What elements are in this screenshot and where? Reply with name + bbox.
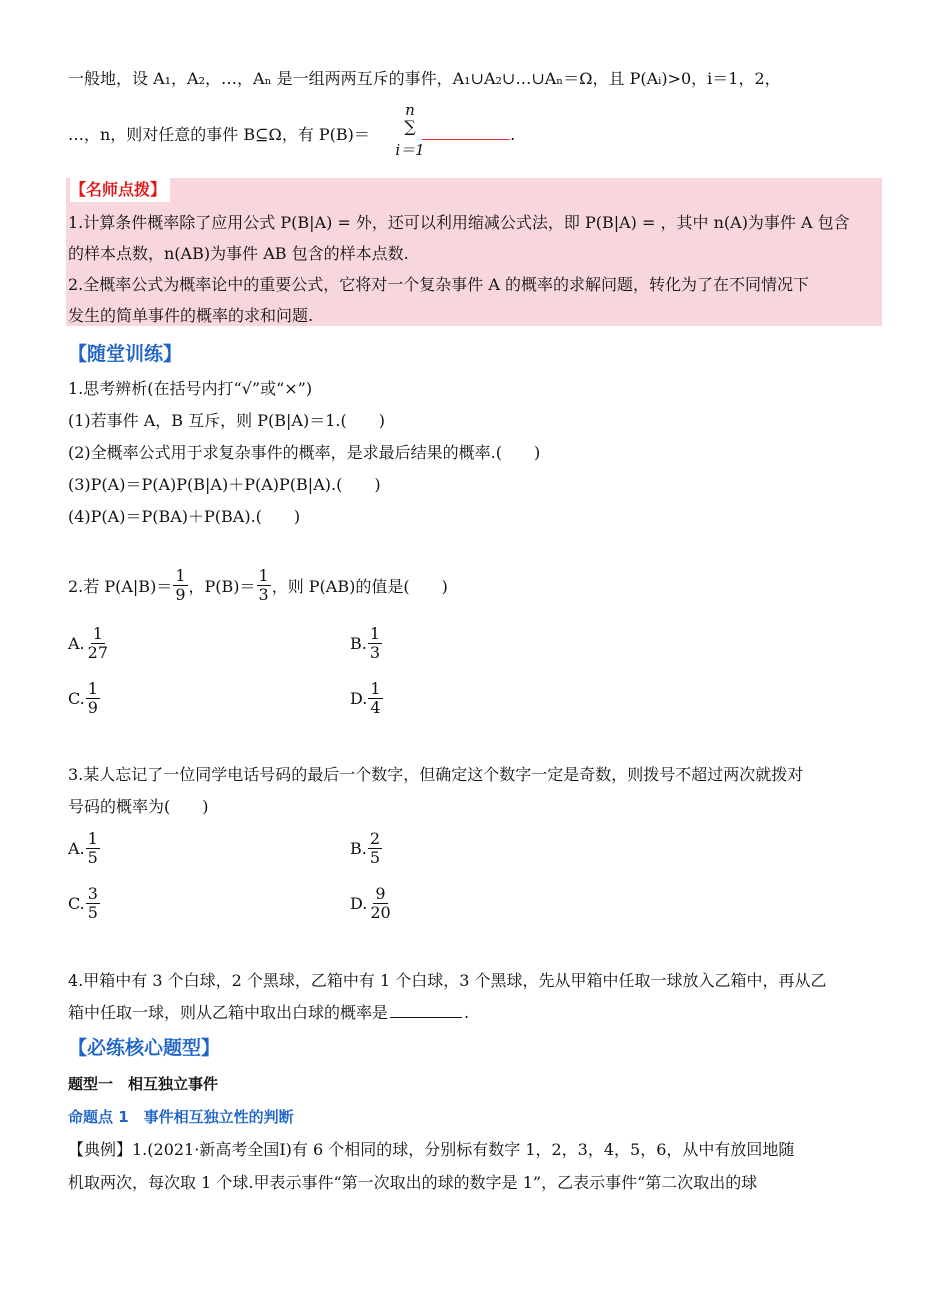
option-fraction <box>368 625 382 662</box>
answer-blank-red[interactable] <box>422 125 510 140</box>
q1-item-3: (3)P(A)＝P(A)P(B|A)＋P(A)P(B|A).( ) <box>68 475 381 494</box>
fraction-num: 1 <box>87 679 98 698</box>
fraction-num: 9 <box>375 884 386 903</box>
fraction-den: 20 <box>370 903 391 922</box>
q2-f2-den: 3 <box>258 585 269 604</box>
q2-option-d[interactable] <box>350 680 384 717</box>
fraction-den: 9 <box>87 698 98 717</box>
example-line-1: 【典例】1.(2021·新高考全国Ⅰ)有 6 个相同的球，分别标有数字 1，2，3，4，5，6，从中有放回地随 <box>68 1140 795 1159</box>
q2-text-b: ，P(B)＝ <box>188 577 256 596</box>
option-fraction <box>86 680 100 717</box>
q2-f1-den: 9 <box>175 585 186 604</box>
q2-stem <box>68 567 448 604</box>
tip-title: 【名师点拨】 <box>70 178 170 202</box>
q2-text-a: 2.若 P(A|B)＝ <box>68 577 173 596</box>
option-fraction <box>368 830 382 867</box>
option-label: D. <box>350 894 368 913</box>
q2-fraction-2 <box>257 567 271 604</box>
fraction-den: 3 <box>369 643 381 662</box>
point-one-heading: 命题点 1 事件相互独立性的判断 <box>68 1108 294 1126</box>
q3-option-a[interactable] <box>68 830 101 867</box>
intro-line-2-end: . <box>510 125 516 144</box>
q2-option-a[interactable] <box>68 625 111 662</box>
tip-p2-line1: 2.全概率公式为概率论中的重要公式，它将对一个复杂事件 A 的概率的求解问题，转化为了在不同情况下 <box>68 275 809 294</box>
option-label: C. <box>68 894 85 913</box>
example-line-2: 机取两次，每次取 1 个球.甲表示事件“第一次取出的球的数字是 1”，乙表示事件“第二次取出的球 <box>68 1173 758 1192</box>
option-fraction <box>368 680 382 717</box>
sum-upper: n <box>405 101 415 119</box>
q4-end: . <box>464 1003 470 1022</box>
sum-symbol: ∑ <box>404 117 416 136</box>
option-label: B. <box>350 634 367 653</box>
q4-line-2 <box>68 1002 469 1024</box>
fraction-num: 1 <box>92 624 103 643</box>
fraction-den: 5 <box>87 848 98 867</box>
q4-line-1: 4.甲箱中有 3 个白球，2 个黑球，乙箱中有 1 个白球，3 个黑球，先从甲箱中任取一球放入乙箱中，再从乙 <box>68 971 827 990</box>
fraction-num: 1 <box>87 829 98 848</box>
fraction-den: 27 <box>87 643 108 662</box>
fraction-den: 4 <box>370 698 381 717</box>
q4-answer-blank[interactable] <box>390 1003 462 1018</box>
fraction-num: 3 <box>87 884 98 903</box>
fraction-num: 2 <box>369 829 381 848</box>
sum-lower: i＝1 <box>395 141 425 159</box>
fraction-den: 5 <box>369 848 381 867</box>
q2-f2-num: 1 <box>258 566 269 585</box>
option-label: C. <box>68 689 85 708</box>
q3-option-b[interactable] <box>350 830 383 867</box>
intro-line-2-text: …，n，则对任意的事件 B⊆Ω，有 P(B)＝ <box>68 125 370 144</box>
q3-option-c[interactable] <box>68 885 101 922</box>
type-one-heading: 题型一 相互独立事件 <box>68 1075 219 1093</box>
fraction-den: 5 <box>87 903 98 922</box>
option-label: A. <box>68 839 85 858</box>
fraction-num: 1 <box>369 624 381 643</box>
q1-stem: 1.思考辨析(在括号内打“√”或“×”) <box>68 379 313 398</box>
option-fraction <box>86 830 100 867</box>
q3-line-2: 号码的概率为( ) <box>68 797 209 816</box>
option-fraction <box>368 885 392 922</box>
q4-text: 箱中任取一球，则从乙箱中取出白球的概率是 <box>68 1003 389 1022</box>
q2-option-b[interactable] <box>350 625 383 662</box>
q2-option-c[interactable] <box>68 680 101 717</box>
practice-heading: 【随堂训练】 <box>68 343 183 365</box>
option-fraction <box>86 885 100 922</box>
q2-text-c: ，则 P(AB)的值是( ) <box>271 577 448 596</box>
q3-option-d[interactable] <box>350 885 394 922</box>
option-label: B. <box>350 839 367 858</box>
fraction-num: 1 <box>370 679 381 698</box>
tip-p1-line1: 1.计算条件概率除了应用公式 P(B|A) = 外，还可以利用缩减公式法，即 P(B|A) = ，其中 n(A)为事件 A 包含 <box>68 213 850 232</box>
core-heading: 【必练核心题型】 <box>68 1037 221 1059</box>
intro-line-2 <box>68 124 515 146</box>
option-label: D. <box>350 689 368 708</box>
intro-line-1: 一般地，设 A₁，A₂，…，Aₙ 是一组两两互斥的事件，A₁∪A₂∪…∪Aₙ＝Ω，且 P(Aᵢ)>0，i＝1，2， <box>68 69 781 88</box>
q3-line-1: 3.某人忘记了一位同学电话号码的最后一个数字，但确定这个数字一定是奇数，则拨号不超过两次就拨对 <box>68 765 804 784</box>
q2-fraction-1 <box>173 567 187 604</box>
q1-item-2: (2)全概率公式用于求复杂事件的概率，是求最后结果的概率.( ) <box>68 443 541 462</box>
tip-p1-line2: 的样本点数，n(AB)为事件 AB 包含的样本点数. <box>68 244 409 263</box>
summation <box>390 100 430 160</box>
tip-p2-line2: 发生的简单事件的概率的求和问题. <box>68 306 314 325</box>
q1-item-1: (1)若事件 A，B 互斥，则 P(B|A)＝1.( ) <box>68 411 385 430</box>
option-label: A. <box>68 634 85 653</box>
q1-item-4: (4)P(A)＝P(BA)＋P(BA).( ) <box>68 507 301 526</box>
q2-f1-num: 1 <box>175 566 186 585</box>
option-fraction <box>86 625 110 662</box>
